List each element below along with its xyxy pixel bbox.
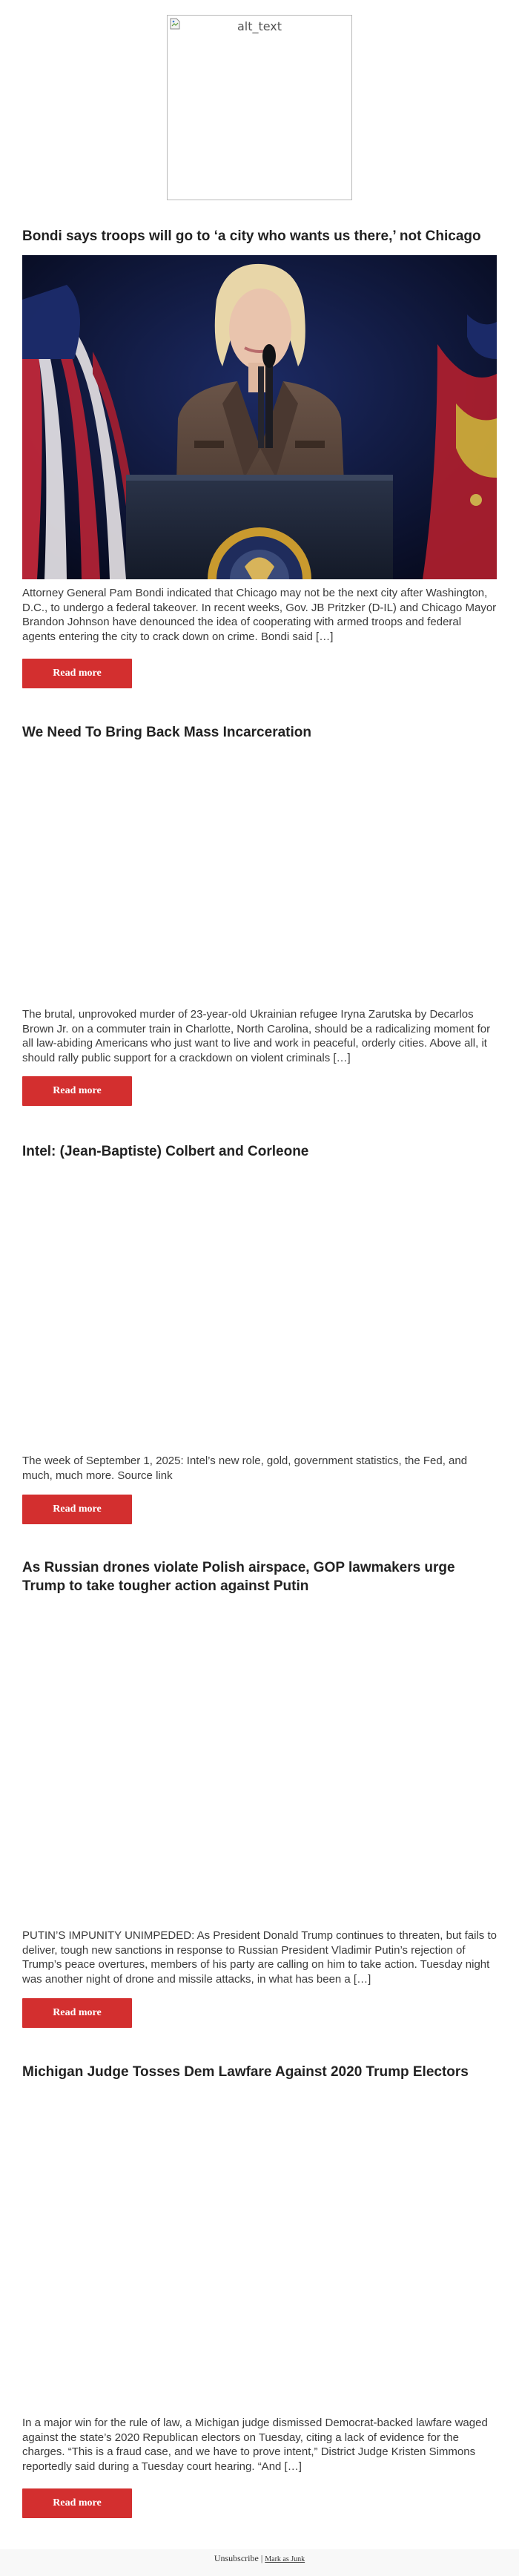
read-more-button[interactable]: Read more: [22, 1076, 132, 1106]
article-excerpt: Attorney General Pam Bondi indicated that Chicago may not be the next city after Washington, D.C., to undergo a federal takeover. In recent weeks, Gov. JB Pritzker (D-IL) and Chicago Mayor Brandon Johnson have denounced the idea of cooperating with armed troops and federal agents entering the city to crack down on crime. Bondi said […]: [22, 587, 497, 643]
broken-image-placeholder: [167, 15, 352, 200]
article-3: [22, 1142, 497, 1161]
logo-alt-text: alt_text: [237, 19, 282, 33]
read-more-button[interactable]: Read more: [22, 1998, 132, 2028]
article-title[interactable]: Bondi says troops will go to ‘a city who wants us there,’ not Chicago: [22, 228, 481, 244]
article-image-blank[interactable]: [22, 1170, 497, 1449]
article-title[interactable]: As Russian drones violate Polish airspace, GOP lawmakers urge Trump to take tougher action against Putin: [22, 1560, 455, 1594]
article-2-excerpt: [22, 1007, 497, 1065]
article-image-blank[interactable]: [22, 751, 497, 1001]
bondi-press-photo: [22, 255, 497, 579]
read-more-button[interactable]: Read more: [22, 2488, 132, 2518]
article-title[interactable]: We Need To Bring Back Mass Incarceration: [22, 725, 311, 740]
article-2: [22, 723, 497, 742]
article-excerpt: The week of September 1, 2025: Intel’s new role, gold, government statistics, the Fed, and much, much more. Source link: [22, 1455, 468, 1482]
article-4-excerpt: [22, 1928, 497, 1986]
article-image[interactable]: [22, 255, 497, 579]
footer-separator: |: [260, 2553, 263, 2563]
article-title[interactable]: Intel: (Jean-Baptiste) Colbert and Corleone: [22, 1144, 309, 1159]
article-image-blank[interactable]: [22, 1602, 497, 1926]
header-logo: [167, 15, 352, 200]
email-footer: [0, 2549, 519, 2576]
article-3-excerpt: [22, 1454, 497, 1483]
article-4: [22, 1558, 497, 1595]
read-more-button[interactable]: Read more: [22, 1495, 132, 1524]
article-image-blank[interactable]: [22, 2090, 497, 2414]
unsubscribe-link[interactable]: Unsubscribe: [214, 2553, 259, 2563]
article-5: [22, 2063, 497, 2081]
article-title[interactable]: Michigan Judge Tosses Dem Lawfare Against 2020 Trump Electors: [22, 2064, 469, 2080]
read-more-button[interactable]: Read more: [22, 659, 132, 688]
article-5-excerpt: [22, 2416, 497, 2474]
mark-junk-link[interactable]: Mark as Junk: [265, 2555, 305, 2563]
article-excerpt: PUTIN’S IMPUNITY UNIMPEDED: As President Donald Trump continues to threaten, but fails to deliver, tough new sanctions in response to Russian President Vladimir Putin’s rejection of Trump’s peace overtures, members of his party are calling on him to take action. Tuesday night was another night of drone and missile attacks, in what has been a […]: [22, 1929, 497, 1986]
article-1-excerpt: [22, 586, 497, 644]
article-excerpt: The brutal, unprovoked murder of 23-year-old Ukrainian refugee Iryna Zarutska by Decarlos Brown Jr. on a commuter train in Charlotte, North Carolina, should be a radicalizing moment for all law-abiding Americans who just want to live and work in peaceful, orderly cities. Above all, it should rally public support for a crackdown on violent criminals […]: [22, 1008, 491, 1064]
article-excerpt: In a major win for the rule of law, a Michigan judge dismissed Democrat-backed lawfare waged against the state’s 2020 Republican electors on Tuesday, citing a lack of evidence for the charges. “This is a fraud case, and we have to prove intent,” District Judge Kristen Simmons reportedly said during a Tuesday court hearing. “And […]: [22, 2417, 488, 2473]
article-1: [22, 227, 497, 246]
